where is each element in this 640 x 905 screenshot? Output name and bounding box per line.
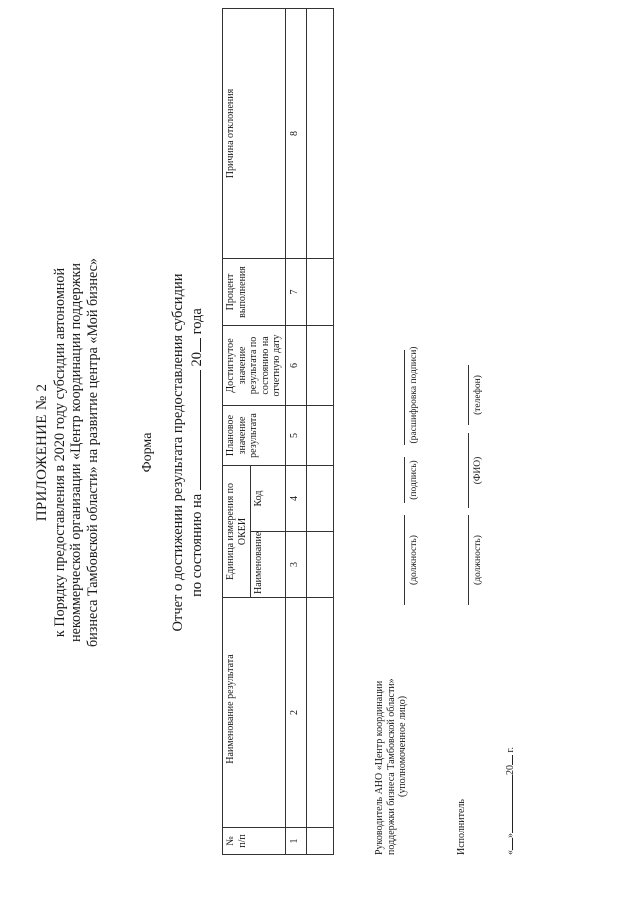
table-cell[interactable] (307, 258, 334, 325)
caption-executor-name: (ФИО) (473, 456, 483, 485)
table-cell[interactable] (307, 325, 334, 405)
report-table (222, 8, 334, 855)
caption-decryption: (расшифровка подписи) (409, 346, 419, 444)
header-unit: Единица измерения по ОКЕИ (223, 465, 251, 597)
date-close-quote: » (505, 833, 516, 838)
table-cell[interactable] (307, 532, 334, 598)
caption-signature: (подпись) (409, 460, 419, 500)
month-blank (502, 775, 513, 833)
table-cell[interactable] (307, 828, 334, 855)
executor-phone-line (468, 365, 469, 425)
date-year-prefix: 20 (505, 765, 516, 775)
column-number: 8 (286, 8, 307, 258)
report-title: Отчет о достижении результата предоставления субсидии (170, 273, 186, 632)
appendix-line: к Порядку предоставления в 2020 году субсидии автономной (52, 267, 68, 638)
column-number: 1 (286, 828, 307, 855)
executor-name-line (468, 433, 469, 508)
header-num: № п/п (223, 828, 286, 855)
appendix-subtitle (52, 0, 101, 905)
executor-label: Исполнитель (456, 799, 467, 855)
appendix-line: некоммерческой организации «Центр координации поддержки (68, 263, 85, 643)
executor-position-line (468, 515, 469, 605)
column-number: 4 (286, 465, 307, 531)
caption-executor-phone: (телефон) (473, 375, 483, 415)
column-number: 7 (286, 258, 307, 325)
appendix-title: ПРИЛОЖЕНИЕ № 2 (34, 383, 50, 522)
table-cell[interactable] (307, 405, 334, 465)
date-open-quote: « (505, 850, 516, 855)
caption-position: (должность) (409, 535, 419, 585)
header-result-name: Наименование результата (223, 598, 286, 828)
header-percent: Процент выполнения (223, 258, 286, 325)
date-line (502, 747, 517, 855)
column-number-row (286, 8, 307, 854)
header-unit-name: Наименование (251, 532, 286, 598)
header-planned: Плановое значение результата (223, 405, 286, 465)
form-label: Форма (140, 432, 155, 473)
head-title-line: Руководитель АНО «Центр координации (374, 680, 385, 855)
year-suffix: года (189, 308, 205, 335)
table-cell[interactable] (307, 465, 334, 531)
date-year-blank (502, 755, 513, 765)
head-signatory-block (374, 585, 409, 855)
signature-line (404, 457, 405, 503)
year-prefix: 20 (189, 352, 205, 367)
table-row (307, 8, 334, 854)
column-number: 2 (286, 598, 307, 828)
appendix-line: бизнеса Тамбовской области» на развитие центра «Мой бизнес» (84, 257, 101, 648)
date-year-suffix: г. (505, 747, 516, 753)
date-blank (188, 370, 201, 490)
table-cell[interactable] (307, 598, 334, 828)
column-number: 5 (286, 405, 307, 465)
header-unit-code: Код (251, 465, 286, 531)
decryption-line (404, 350, 405, 445)
caption-executor-position: (должность) (473, 535, 483, 585)
column-number: 3 (286, 532, 307, 598)
header-reason: Причина отклонения (223, 8, 286, 258)
head-title-line: (уполномоченное лицо) (397, 695, 408, 797)
report-date-line (188, 0, 206, 905)
head-title-line: поддержки бизнеса Тамбовской области» (385, 678, 397, 855)
position-line (404, 515, 405, 605)
day-blank (502, 838, 513, 850)
year-blank (188, 338, 201, 352)
table-header-row (223, 8, 251, 854)
as-of-label: по состоянию на (189, 493, 205, 597)
table-cell[interactable] (307, 8, 334, 258)
column-number: 6 (286, 325, 307, 405)
header-achieved: Достигнутое значение результата по состоянию на отчетную дату (223, 325, 286, 405)
